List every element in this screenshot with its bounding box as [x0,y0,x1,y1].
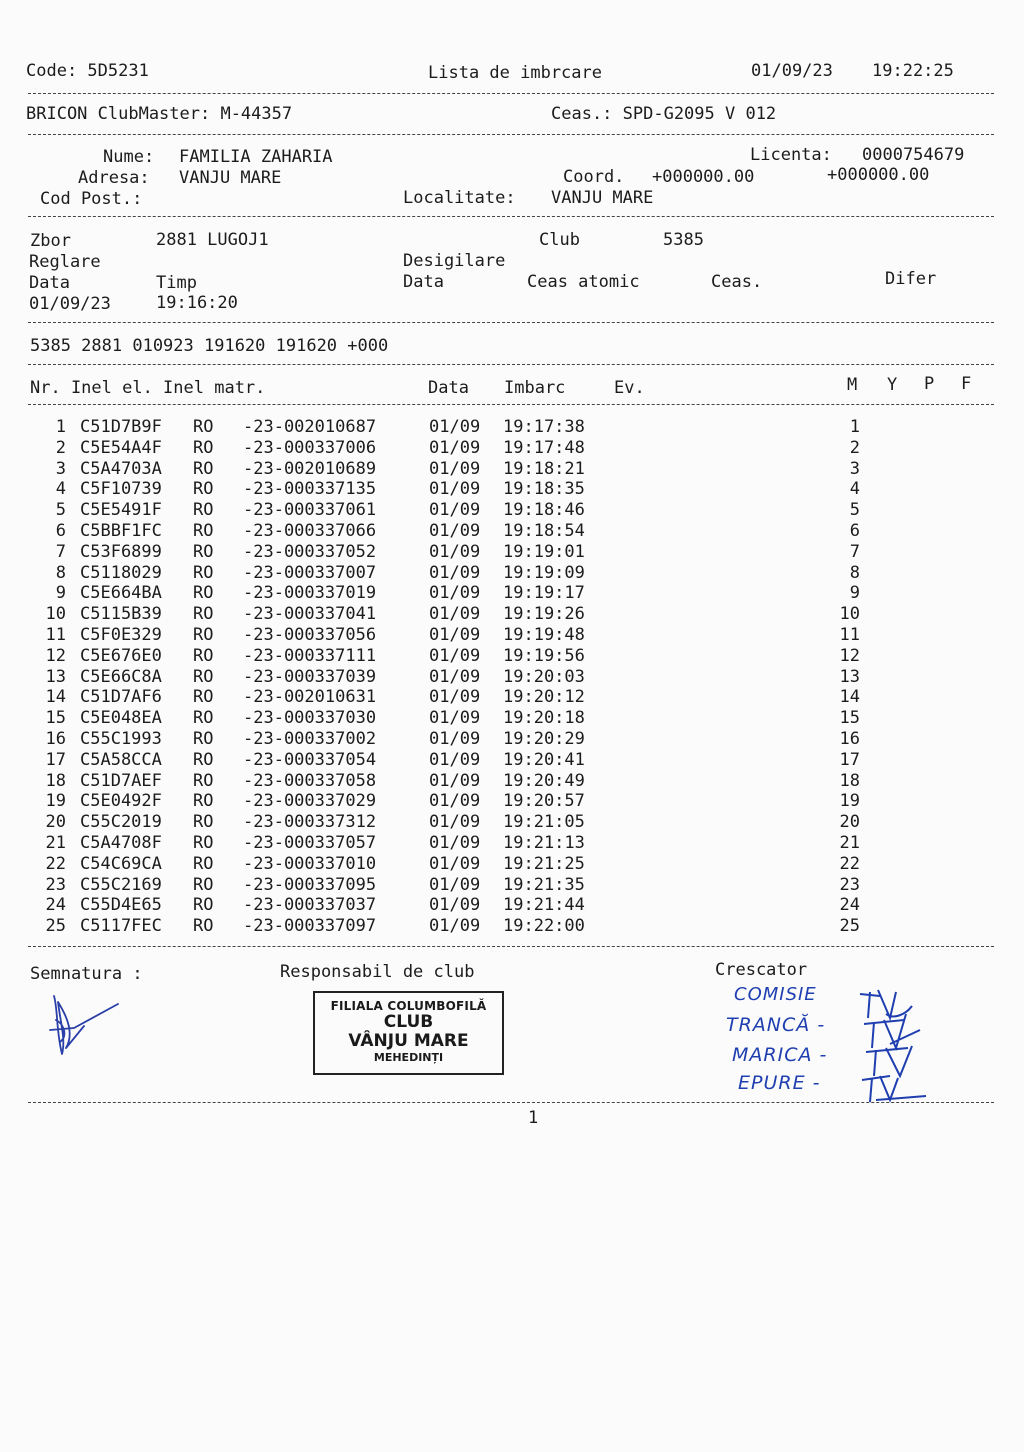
country-code: RO [193,916,214,937]
row-number: 9 [55,583,66,604]
timp-label: Timp [156,273,197,293]
country-code: RO [193,458,214,479]
electronic-ring: C5E54A4F [80,437,162,458]
arrival-date: 01/09 [429,437,481,458]
country-code: RO [193,770,214,791]
position-m: 25 [839,916,860,937]
ring-number: -23-000337058 [243,770,377,791]
data-label: Data [29,273,70,293]
row-number: 21 [45,833,66,853]
coord-value-2: +000000.00 [827,165,930,185]
arrival-time: 19:18:46 [503,500,585,521]
table-row [0,729,1024,750]
country-code: RO [193,895,214,916]
club-stamp [313,991,504,1075]
arrival-date: 01/09 [429,791,481,812]
reglare-label: Reglare [29,252,101,272]
ring-number: -23-000337111 [243,645,377,666]
table-row [0,500,1024,521]
country-code: RO [193,812,214,833]
print-time: 19:22:25 [872,61,954,81]
row-number: 22 [45,853,66,874]
country-code: RO [193,791,214,812]
arrival-time: 19:20:57 [503,791,585,812]
arrival-date: 01/09 [429,687,481,708]
electronic-ring: C5E0492F [80,791,162,812]
position-m: 16 [839,729,860,749]
row-number: 2 [55,437,66,458]
arrival-time: 19:21:44 [503,895,585,916]
ring-number: -23-000337052 [243,541,377,562]
table-row [0,417,1024,438]
table-row [0,833,1024,854]
row-number: 7 [55,541,66,562]
table-header-y: Y [887,375,898,395]
position-m: 20 [839,812,860,833]
electronic-ring: C5E66C8A [80,666,162,687]
table-row [0,667,1024,688]
row-number: 12 [45,645,66,666]
handwriting-line-2: TRANCĂ - [726,1014,826,1036]
position-m: 15 [839,708,860,729]
ring-number: -23-000337029 [243,791,377,812]
table-header-p: P [924,374,935,394]
electronic-ring: C5F0E329 [80,625,162,645]
electronic-ring: C54C69CA [80,853,162,874]
arrival-date: 01/09 [429,729,481,749]
table-row [0,875,1024,896]
arrival-date: 01/09 [429,562,481,583]
country-code: RO [193,874,214,895]
ring-number: -23-000337066 [243,521,377,541]
table-row [0,750,1024,771]
electronic-ring: C51D7B9F [80,417,162,437]
country-code: RO [193,853,214,874]
table-row [0,791,1024,812]
arrival-date: 01/09 [429,749,481,770]
table-row [0,583,1024,604]
table-header-data: Data [428,378,469,398]
position-m: 6 [849,521,860,541]
electronic-ring: C5E676E0 [80,645,162,666]
stamp-line-4: MEHEDINȚI [373,1051,444,1064]
ring-number: -23-000337057 [243,833,377,853]
position-m: 24 [839,895,860,916]
table-row [0,542,1024,563]
table-row [0,604,1024,625]
row-number: 20 [45,812,66,833]
position-m: 17 [839,749,860,770]
electronic-ring: C5E048EA [80,708,162,729]
row-number: 15 [45,708,66,729]
arrival-date: 01/09 [429,583,481,604]
position-m: 9 [849,583,860,604]
system-id: BRICON ClubMaster: M-44357 [26,104,293,124]
crescator-label: Crescator [715,960,808,980]
row-number: 24 [45,895,66,916]
country-code: RO [193,417,214,437]
position-m: 23 [839,874,860,895]
signature-scribble [44,990,124,1062]
table-header-m: M [847,375,858,395]
arrival-date: 01/09 [429,708,481,729]
position-m: 13 [839,666,860,687]
ring-number: -23-000337061 [243,500,377,521]
electronic-ring: C5117FEC [80,916,162,937]
stamp-line-2: CLUB [383,1012,434,1032]
row-number: 3 [55,458,66,479]
country-code: RO [193,833,214,853]
divider [28,216,994,217]
position-m: 2 [849,437,860,458]
ring-number: -23-000337037 [243,895,377,916]
reglare-time: 19:16:20 [156,293,238,313]
arrival-time: 19:20:41 [503,749,585,770]
arrival-date: 01/09 [429,417,481,437]
ring-number: -23-000337097 [243,916,377,937]
electronic-ring: C5E664BA [80,583,162,604]
arrival-date: 01/09 [429,853,481,874]
zbor-value: 2881 LUGOJ1 [156,230,269,250]
document-title: Lista de imbrcare [428,63,602,83]
table-row [0,625,1024,646]
row-number: 17 [45,749,66,770]
table-header-ev: Ev. [614,378,645,398]
table-header-left: Nr. Inel el. Inel matr. [30,378,266,398]
arrival-date: 01/09 [429,916,481,937]
arrival-time: 19:18:35 [503,479,585,500]
arrival-time: 19:18:54 [503,521,585,541]
ring-number: -23-002010687 [243,417,377,437]
ring-number: -23-000337019 [243,583,377,604]
divider [28,134,994,135]
arrival-time: 19:20:03 [503,666,585,687]
position-m: 12 [839,645,860,666]
ring-number: -23-002010631 [243,687,377,708]
page-number: 1 [528,1108,539,1128]
arrival-time: 19:21:25 [503,853,585,874]
arrival-time: 19:19:09 [503,562,585,583]
electronic-ring: C55C2169 [80,874,162,895]
row-number: 8 [55,562,66,583]
electronic-ring: C5115B39 [80,604,162,625]
ring-number: -23-000337030 [243,708,377,729]
country-code: RO [193,604,214,625]
divider [28,946,994,947]
divider [28,364,994,365]
country-code: RO [193,749,214,770]
row-number: 10 [45,604,66,625]
arrival-time: 19:19:26 [503,604,585,625]
ring-number: -23-000337056 [243,625,377,645]
table-row [0,459,1024,480]
electronic-ring: C5E5491F [80,500,162,521]
arrival-time: 19:22:00 [503,916,585,937]
commission-signatures [850,984,930,1104]
stamp-line-3: VÂNJU MARE [348,1031,469,1051]
table-row [0,438,1024,459]
arrival-date: 01/09 [429,500,481,521]
club-value: 5385 [663,230,704,250]
arrival-time: 19:19:17 [503,583,585,604]
table-row [0,895,1024,916]
arrival-time: 19:19:48 [503,625,585,645]
arrival-time: 19:20:12 [503,687,585,708]
arrival-time: 19:21:13 [503,833,585,853]
electronic-ring: C5A4708F [80,833,162,853]
coord-label: Coord. [563,167,625,187]
electronic-ring: C5A4703A [80,458,162,479]
table-row [0,854,1024,875]
country-code: RO [193,521,214,541]
owner-name: FAMILIA ZAHARIA [179,147,333,167]
electronic-ring: C5BBF1FC [80,521,162,541]
row-number: 13 [45,666,66,687]
reglare-date: 01/09/23 [29,294,111,314]
position-m: 4 [849,479,860,500]
divider [28,1102,994,1103]
ring-number: -23-000337039 [243,666,377,687]
license-label: Licenta: [750,145,832,165]
table-row [0,812,1024,833]
row-number: 5 [55,500,66,521]
handwriting-line-1: COMISIE [734,984,817,1005]
arrival-date: 01/09 [429,833,481,853]
position-m: 21 [839,833,860,853]
table-header-f: F [961,374,972,394]
table-row [0,521,1024,542]
ring-number: -23-000337041 [243,604,377,625]
clock-id: Ceas.: SPD-G2095 V 012 [551,104,777,124]
table-row [0,563,1024,584]
position-m: 11 [839,625,860,645]
arrival-time: 19:17:38 [503,417,585,437]
arrival-date: 01/09 [429,874,481,895]
arrival-date: 01/09 [429,541,481,562]
arrival-date: 01/09 [429,770,481,791]
ring-number: -23-000337312 [243,812,377,833]
country-code: RO [193,541,214,562]
postal-label: Cod Post.: [40,189,143,209]
electronic-ring: C5A58CCA [80,749,162,770]
arrival-time: 19:17:48 [503,437,585,458]
arrival-date: 01/09 [429,645,481,666]
arrival-time: 19:19:56 [503,645,585,666]
arrival-time: 19:21:05 [503,812,585,833]
locality-value: VANJU MARE [551,188,654,208]
electronic-ring: C55C1993 [80,729,162,749]
country-code: RO [193,625,214,645]
difer-label: Difer [885,269,937,289]
arrival-time: 19:20:49 [503,770,585,791]
arrival-time: 19:21:35 [503,874,585,895]
name-label: Nume: [103,147,155,167]
code-label: Code: 5D5231 [26,61,149,81]
electronic-ring: C55D4E65 [80,895,162,916]
position-m: 14 [839,687,860,708]
ring-number: -23-000337010 [243,853,377,874]
country-code: RO [193,562,214,583]
country-code: RO [193,666,214,687]
table-row [0,479,1024,500]
arrival-date: 01/09 [429,895,481,916]
arrival-date: 01/09 [429,666,481,687]
owner-address: VANJU MARE [179,168,282,188]
locality-label: Localitate: [403,188,516,208]
responsabil-label: Responsabil de club [280,962,475,982]
row-number: 23 [45,874,66,895]
table-row [0,771,1024,792]
electronic-ring: C53F6899 [80,541,162,562]
arrival-date: 01/09 [429,604,481,625]
table-row [0,646,1024,667]
row-number: 14 [45,687,66,708]
row-number: 25 [45,916,66,937]
country-code: RO [193,729,214,749]
position-m: 19 [839,791,860,812]
row-number: 1 [55,417,66,437]
address-label: Adresa: [78,168,150,188]
arrival-time: 19:18:21 [503,458,585,479]
arrival-time: 19:19:01 [503,541,585,562]
ring-number: -23-000337002 [243,729,377,749]
electronic-ring: C51D7AF6 [80,687,162,708]
row-number: 19 [45,791,66,812]
semnatura-label: Semnatura : [30,964,143,984]
table-header-imbarc: Imbarc [504,378,566,398]
zbor-label: Zbor [30,231,71,251]
divider [28,322,994,323]
electronic-ring: C51D7AEF [80,770,162,791]
country-code: RO [193,645,214,666]
electronic-ring: C5F10739 [80,479,162,500]
handwriting-line-3: MARICA - [732,1044,828,1066]
ring-number: -23-000337006 [243,437,377,458]
arrival-date: 01/09 [429,521,481,541]
license-number: 0000754679 [862,145,965,165]
row-number: 18 [45,770,66,791]
club-label: Club [539,230,580,250]
ring-number: -23-000337095 [243,874,377,895]
ceas-label: Ceas. [711,272,763,292]
arrival-date: 01/09 [429,479,481,500]
table-row [0,687,1024,708]
desigilare-data-label: Data [403,272,444,292]
ring-number: -23-000337054 [243,749,377,770]
position-m: 8 [849,562,860,583]
electronic-ring: C5118029 [80,562,162,583]
arrival-date: 01/09 [429,458,481,479]
country-code: RO [193,583,214,604]
divider [28,404,994,405]
arrival-time: 19:20:18 [503,708,585,729]
electronic-ring: C55C2019 [80,812,162,833]
position-m: 1 [849,417,860,437]
arrival-date: 01/09 [429,812,481,833]
position-m: 22 [839,853,860,874]
country-code: RO [193,500,214,521]
table-row [0,708,1024,729]
coord-value-1: +000000.00 [652,167,755,187]
divider [28,93,994,94]
country-code: RO [193,687,214,708]
row-number: 16 [45,729,66,749]
table-row [0,916,1024,937]
row-number: 6 [55,521,66,541]
flight-summary-line: 5385 2881 010923 191620 191620 +000 [30,336,389,356]
stamp-line-1: FILIALA COLUMBOFILĂ [330,999,487,1013]
position-m: 7 [849,541,860,562]
ceas-atomic-label: Ceas atomic [527,272,640,292]
position-m: 3 [849,458,860,479]
country-code: RO [193,708,214,729]
arrival-date: 01/09 [429,625,481,645]
ring-number: -23-002010689 [243,458,377,479]
position-m: 18 [839,770,860,791]
row-number: 4 [55,479,66,500]
print-date: 01/09/23 [751,61,833,81]
position-m: 10 [839,604,860,625]
arrival-time: 19:20:29 [503,729,585,749]
country-code: RO [193,479,214,500]
country-code: RO [193,437,214,458]
handwriting-line-4: EPURE - [738,1072,821,1094]
desigilare-label: Desigilare [403,251,506,271]
ring-number: -23-000337135 [243,479,377,500]
row-number: 11 [45,625,66,645]
ring-number: -23-000337007 [243,562,377,583]
position-m: 5 [849,500,860,521]
